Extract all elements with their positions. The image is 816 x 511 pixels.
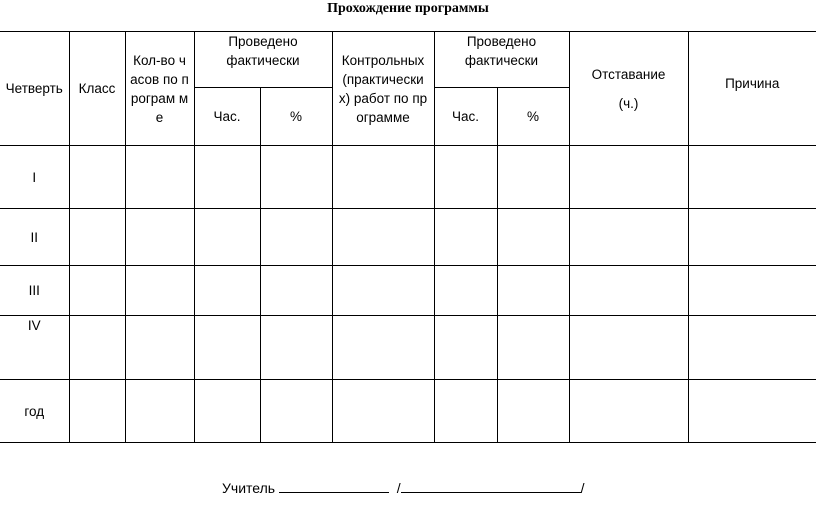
teacher-signature-line [401,480,581,493]
header-lag-unit: (ч.) [618,95,639,111]
header-control-works [332,32,434,146]
header-conducted-2-text: Проведено фактически [464,34,539,68]
teacher-name-line [279,480,389,493]
row-label-year: год [0,380,69,443]
header-lag-title: Отставание [591,66,666,82]
header-control-works-text: Контрольных (практически х) работ по программе [338,52,428,125]
table-row [0,316,816,380]
header-hours-by-program [125,32,194,146]
header-quarter: Четверть [0,32,69,146]
row-label-ii: II [0,209,69,266]
header-class: Класс [69,32,125,146]
program-progress-table [0,31,816,443]
signature-separator-right: / [580,480,585,496]
header-conducted-1-text: Проведено фактически [226,34,300,68]
teacher-signature [222,480,585,496]
table-row [0,209,816,266]
table-row [0,266,816,316]
header-hours-by-program-text: Кол-во часов по програм ме [130,52,189,125]
header-percent-2: % [497,88,569,146]
header-conducted-2 [434,32,569,88]
table-row [0,380,816,443]
header-hours-1: Час. [194,88,260,146]
header-lag [569,32,688,146]
row-label-iv: IV [0,316,69,380]
row-label-iii: III [0,266,69,316]
signature-separator-left: / [396,480,401,496]
table-row [0,146,816,209]
header-reason: Причина [688,32,816,146]
header-hours-2: Час. [434,88,497,146]
page-title: Прохождение программы [327,1,489,16]
row-label-i: I [0,146,69,209]
header-percent-1: % [260,88,332,146]
header-conducted-1 [194,32,332,88]
teacher-label: Учитель [222,480,276,496]
